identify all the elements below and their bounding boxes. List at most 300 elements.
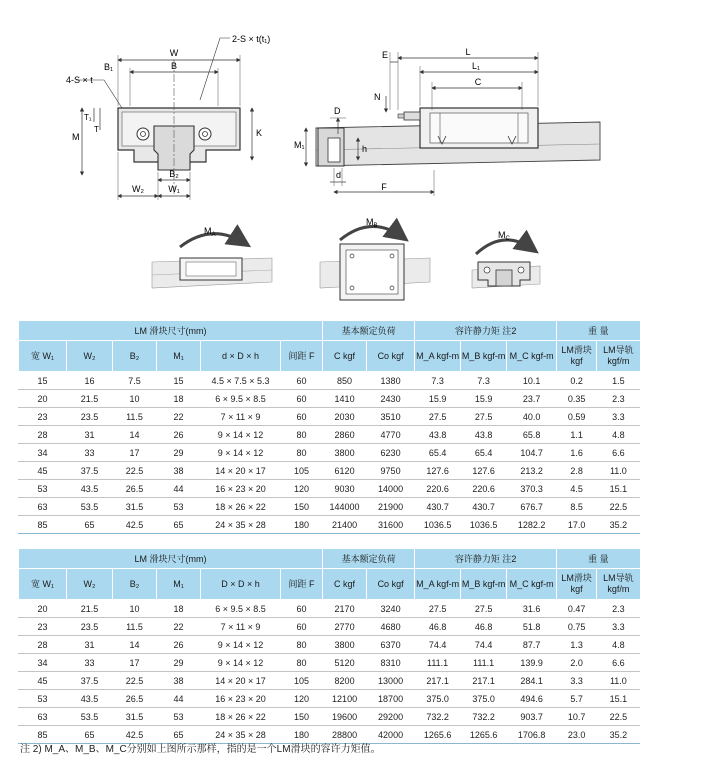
header-col: 宽 W₁ <box>19 569 67 600</box>
table-cell: 6120 <box>323 462 367 480</box>
table-cell: 34 <box>19 444 67 462</box>
table-cell: 375.0 <box>415 690 461 708</box>
table-cell: 8310 <box>367 654 415 672</box>
table-cell: 217.1 <box>415 672 461 690</box>
table-cell: 65.4 <box>415 444 461 462</box>
table-cell: 53.5 <box>67 498 113 516</box>
table-cell: 42000 <box>367 726 415 744</box>
table-cell: 2430 <box>367 390 415 408</box>
table-cell: 9030 <box>323 480 367 498</box>
label-b: B <box>170 61 178 71</box>
table-cell: 3.3 <box>597 408 640 426</box>
table-cell: 28 <box>19 426 67 444</box>
table-cell: 21900 <box>367 498 415 516</box>
table-cell: 6.6 <box>597 444 640 462</box>
header-col: M₁ <box>157 569 201 600</box>
table-cell: 375.0 <box>461 690 507 708</box>
table-cell: 2.0 <box>557 654 597 672</box>
table-cell: 15 <box>19 372 67 390</box>
table-cell: 17 <box>113 444 157 462</box>
table-cell: 732.2 <box>461 708 507 726</box>
table-cell: 53 <box>157 708 201 726</box>
label-k: K <box>256 128 263 138</box>
header-group-moment: 容许静力矩 注2 <box>415 321 557 341</box>
table-cell: 60 <box>281 618 323 636</box>
table-cell: 14 <box>113 426 157 444</box>
table-cell: 31 <box>67 636 113 654</box>
table-cell: 213.2 <box>507 462 557 480</box>
table-cell: 1265.6 <box>415 726 461 744</box>
table-cell: 15.9 <box>415 390 461 408</box>
table-row <box>19 708 640 726</box>
table-cell: 0.75 <box>557 618 597 636</box>
label-m: M <box>72 132 80 142</box>
table-row <box>19 462 640 480</box>
table-cell: 23 <box>19 618 67 636</box>
table-cell: 42.5 <box>113 516 157 534</box>
footnote: 注 2) M_A、M_B、M_C分别如上图所示那样，指的是一个LM滑块的容许力矩值。 <box>20 744 381 755</box>
table-cell: 3510 <box>367 408 415 426</box>
table-cell: 85 <box>19 726 67 744</box>
header-group-weight: 重 量 <box>557 549 640 569</box>
table-cell: 45 <box>19 672 67 690</box>
table-cell: 6.6 <box>597 654 640 672</box>
table-cell: 27.5 <box>415 408 461 426</box>
label-w1: W₁ <box>168 184 180 194</box>
header-col: C kgf <box>323 569 367 600</box>
table-cell: 18 × 26 × 22 <box>201 708 281 726</box>
table-cell: 7 × 11 × 9 <box>201 408 281 426</box>
table-cell: 6370 <box>367 636 415 654</box>
table-cell: 15 <box>157 372 201 390</box>
table-cell: 22 <box>157 618 201 636</box>
table-cell: 2.3 <box>597 390 640 408</box>
header-col: M_B kgf-m <box>461 341 507 372</box>
table-cell: 3800 <box>323 636 367 654</box>
table-cell: 732.2 <box>415 708 461 726</box>
header-col: M_C kgf-m <box>507 341 557 372</box>
table-cell: 3.3 <box>597 618 640 636</box>
table-cell: 26 <box>157 426 201 444</box>
table-cell: 23.5 <box>67 408 113 426</box>
table-cell: 1265.6 <box>461 726 507 744</box>
table-row <box>19 690 640 708</box>
table-cell: 7.3 <box>461 372 507 390</box>
table-cell: 180 <box>281 726 323 744</box>
table-cell: 46.8 <box>461 618 507 636</box>
table-cell: 31.6 <box>507 600 557 618</box>
label-c: C <box>474 77 482 87</box>
label-e: E <box>382 50 389 60</box>
table-cell: 21.5 <box>67 390 113 408</box>
header-col: Co kgf <box>367 569 415 600</box>
spec-table-2 <box>18 549 640 744</box>
table-cell: 80 <box>281 636 323 654</box>
table-cell: 63 <box>19 708 67 726</box>
table-cell: 0.35 <box>557 390 597 408</box>
table-cell: 6 × 9.5 × 8.5 <box>201 390 281 408</box>
table-cell: 37.5 <box>67 672 113 690</box>
table-row <box>19 372 640 390</box>
table-cell: 144000 <box>323 498 367 516</box>
table-cell: 21.5 <box>67 600 113 618</box>
table-cell: 4.5 <box>557 480 597 498</box>
header-col: M_A kgf-m <box>415 341 461 372</box>
table-cell: 105 <box>281 462 323 480</box>
table-cell: 494.6 <box>507 690 557 708</box>
table-cell: 53.5 <box>67 708 113 726</box>
table-cell: 430.7 <box>415 498 461 516</box>
table-cell: 42.5 <box>113 726 157 744</box>
table-cell: 9 × 14 × 12 <box>201 654 281 672</box>
table-cell: 29 <box>157 444 201 462</box>
table-cell: 65 <box>67 516 113 534</box>
table-cell: 1706.8 <box>507 726 557 744</box>
table-cell: 14 <box>113 636 157 654</box>
moment-mc-diagram <box>472 230 540 288</box>
table-cell: 15.9 <box>461 390 507 408</box>
table-cell: 8.5 <box>557 498 597 516</box>
header-col: M_B kgf-m <box>461 569 507 600</box>
table-cell: 12100 <box>323 690 367 708</box>
table-header <box>19 321 640 372</box>
table-cell: 74.4 <box>415 636 461 654</box>
table-cell: 63 <box>19 498 67 516</box>
table-cell: 16 <box>67 372 113 390</box>
header-group-load: 基本额定负荷 <box>323 321 415 341</box>
table-cell: 85 <box>19 516 67 534</box>
table-cell: 9 × 14 × 12 <box>201 636 281 654</box>
table-row <box>19 498 640 516</box>
table-cell: 4.8 <box>597 636 640 654</box>
table-cell: 11.5 <box>113 408 157 426</box>
table-cell: 23.0 <box>557 726 597 744</box>
table-row <box>19 672 640 690</box>
label-d-cap: D <box>334 106 341 116</box>
table-cell: 65.8 <box>507 426 557 444</box>
table-cell: 74.4 <box>461 636 507 654</box>
header-col: M₁ <box>157 341 201 372</box>
table-cell: 24 × 35 × 28 <box>201 516 281 534</box>
label-mb: $M_B$ <box>366 217 378 229</box>
table-cell: 5.7 <box>557 690 597 708</box>
table-cell: 53 <box>19 480 67 498</box>
table-cell: 4.5 × 7.5 × 5.3 <box>201 372 281 390</box>
table-cell: 51.8 <box>507 618 557 636</box>
table-cell: 7.5 <box>113 372 157 390</box>
table-cell: 26.5 <box>113 690 157 708</box>
table-cell: 676.7 <box>507 498 557 516</box>
header-col: LM导轨 kgf/m <box>597 569 640 600</box>
table-cell: 3800 <box>323 444 367 462</box>
table-cell: 22.5 <box>597 708 640 726</box>
table-row <box>19 426 640 444</box>
header-col: W₂ <box>67 569 113 600</box>
table-cell: 80 <box>281 654 323 672</box>
table-cell: 24 × 35 × 28 <box>201 726 281 744</box>
table-cell: 22.5 <box>113 462 157 480</box>
moment-mb-diagram <box>320 217 430 300</box>
table-cell: 3240 <box>367 600 415 618</box>
table-cell: 26.5 <box>113 480 157 498</box>
table-cell: 23 <box>19 408 67 426</box>
table-cell: 60 <box>281 600 323 618</box>
table-cell: 60 <box>281 408 323 426</box>
table-cell: 139.9 <box>507 654 557 672</box>
moment-ma-diagram <box>152 226 272 288</box>
table-cell: 19600 <box>323 708 367 726</box>
table-cell: 33 <box>67 654 113 672</box>
table-cell: 43.8 <box>415 426 461 444</box>
label-d: d <box>336 170 342 180</box>
table-cell: 40.0 <box>507 408 557 426</box>
table-cell: 43.5 <box>67 480 113 498</box>
label-b1: B₁ <box>104 62 114 72</box>
table-cell: 10 <box>113 600 157 618</box>
header-group-weight: 重 量 <box>557 321 640 341</box>
table-cell: 33 <box>67 444 113 462</box>
table-cell: 13000 <box>367 672 415 690</box>
table-cell: 10 <box>113 390 157 408</box>
table-cell: 87.7 <box>507 636 557 654</box>
table-cell: 21400 <box>323 516 367 534</box>
table-cell: 22 <box>157 408 201 426</box>
table-row <box>19 654 640 672</box>
table-row <box>19 636 640 654</box>
header-group-dims: LM 滑块尺寸(mm) <box>19 549 323 569</box>
table-cell: 37.5 <box>67 462 113 480</box>
table-cell: 284.1 <box>507 672 557 690</box>
label-w: W <box>169 48 179 58</box>
table-cell: 23.5 <box>67 618 113 636</box>
table-cell: 1036.5 <box>461 516 507 534</box>
table-cell: 65 <box>157 726 201 744</box>
table-cell: 22.5 <box>113 672 157 690</box>
table-cell: 5120 <box>323 654 367 672</box>
table-cell: 11.0 <box>597 462 640 480</box>
header-col: M_A kgf-m <box>415 569 461 600</box>
table-cell: 45 <box>19 462 67 480</box>
table-row <box>19 408 640 426</box>
table-cell: 18 <box>157 390 201 408</box>
header-col: C kgf <box>323 341 367 372</box>
header-col: Co kgf <box>367 341 415 372</box>
table-row <box>19 390 640 408</box>
table-cell: 1282.2 <box>507 516 557 534</box>
table-cell: 44 <box>157 690 201 708</box>
header-col: D × D × h <box>201 569 281 600</box>
table-header <box>19 549 640 600</box>
table-cell: 29200 <box>367 708 415 726</box>
label-4s-t: 4-S × t <box>66 75 93 85</box>
table-cell: 38 <box>157 462 201 480</box>
header-col: B₂ <box>113 569 157 600</box>
table-cell: 120 <box>281 690 323 708</box>
label-2s-t: 2-S × t(t₁) <box>232 34 271 44</box>
table-cell: 53 <box>157 498 201 516</box>
table-cell: 180 <box>281 516 323 534</box>
table-cell: 1410 <box>323 390 367 408</box>
table-cell: 53 <box>19 690 67 708</box>
label-l1: L₁ <box>471 61 481 71</box>
table-cell: 15.1 <box>597 480 640 498</box>
table-cell: 2770 <box>323 618 367 636</box>
label-ma: $M_A$ <box>204 226 216 238</box>
table-row <box>19 618 640 636</box>
label-t1: T₁ <box>84 113 92 122</box>
table-cell: 4680 <box>367 618 415 636</box>
table-cell: 111.1 <box>461 654 507 672</box>
table-cell: 1036.5 <box>415 516 461 534</box>
table-cell: 60 <box>281 390 323 408</box>
table-cell: 22.5 <box>597 498 640 516</box>
table-cell: 35.2 <box>597 726 640 744</box>
header-col: W₂ <box>67 341 113 372</box>
header-col: d × D × h <box>201 341 281 372</box>
table-cell: 105 <box>281 672 323 690</box>
table-cell: 2.3 <box>597 600 640 618</box>
table-cell: 2030 <box>323 408 367 426</box>
table-cell: 27.5 <box>461 600 507 618</box>
table-cell: 43.5 <box>67 690 113 708</box>
table-cell: 7 × 11 × 9 <box>201 618 281 636</box>
table-cell: 1.6 <box>557 444 597 462</box>
label-n: N <box>374 92 381 102</box>
label-m1: M₁ <box>294 140 305 150</box>
table-cell: 7.3 <box>415 372 461 390</box>
table-cell: 14 × 20 × 17 <box>201 672 281 690</box>
table-cell: 6 × 9.5 × 8.5 <box>201 600 281 618</box>
table-cell: 217.1 <box>461 672 507 690</box>
table-cell: 65 <box>157 516 201 534</box>
table-body <box>19 372 640 534</box>
header-col: LM滑块 kgf <box>557 341 597 372</box>
table-cell: 80 <box>281 426 323 444</box>
table-cell: 20 <box>19 600 67 618</box>
label-f: F <box>381 182 387 192</box>
table-cell: 38 <box>157 672 201 690</box>
side-view <box>294 47 600 196</box>
table-cell: 23.7 <box>507 390 557 408</box>
table-cell: 18 × 26 × 22 <box>201 498 281 516</box>
table-cell: 120 <box>281 480 323 498</box>
table-cell: 104.7 <box>507 444 557 462</box>
header-group-load: 基本额定负荷 <box>323 549 415 569</box>
table-cell: 2170 <box>323 600 367 618</box>
table-cell: 0.59 <box>557 408 597 426</box>
label-b2: B₂ <box>169 169 179 179</box>
header-col: 间距 F <box>281 341 323 372</box>
table-row <box>19 516 640 534</box>
label-mc: $M_C$ <box>498 230 510 242</box>
table-cell: 9 × 14 × 12 <box>201 426 281 444</box>
table-cell: 850 <box>323 372 367 390</box>
table-cell: 17.0 <box>557 516 597 534</box>
table-row <box>19 600 640 618</box>
table-cell: 4770 <box>367 426 415 444</box>
table-cell: 2860 <box>323 426 367 444</box>
table-cell: 29 <box>157 654 201 672</box>
table-cell: 46.8 <box>415 618 461 636</box>
table-cell: 0.47 <box>557 600 597 618</box>
table-cell: 14 × 20 × 17 <box>201 462 281 480</box>
table-cell: 1380 <box>367 372 415 390</box>
header-col: 间距 F <box>281 569 323 600</box>
table-cell: 9 × 14 × 12 <box>201 444 281 462</box>
table-cell: 26 <box>157 636 201 654</box>
table-cell: 2.8 <box>557 462 597 480</box>
front-view <box>66 34 270 200</box>
table-cell: 18700 <box>367 690 415 708</box>
table-cell: 0.2 <box>557 372 597 390</box>
header-col: B₂ <box>113 341 157 372</box>
table-cell: 15.1 <box>597 690 640 708</box>
table-row <box>19 444 640 462</box>
header-group-dims: LM 滑块尺寸(mm) <box>19 321 323 341</box>
table-cell: 31600 <box>367 516 415 534</box>
label-w2: W₂ <box>132 184 144 194</box>
table-cell: 8200 <box>323 672 367 690</box>
table-cell: 18 <box>157 600 201 618</box>
table-cell: 16 × 23 × 20 <box>201 480 281 498</box>
table-cell: 111.1 <box>415 654 461 672</box>
table-cell: 127.6 <box>415 462 461 480</box>
header-col: 宽 W₁ <box>19 341 67 372</box>
table-cell: 20 <box>19 390 67 408</box>
table-cell: 903.7 <box>507 708 557 726</box>
table-cell: 65 <box>67 726 113 744</box>
table-cell: 150 <box>281 498 323 516</box>
table-cell: 28 <box>19 636 67 654</box>
table-cell: 9750 <box>367 462 415 480</box>
table-cell: 150 <box>281 708 323 726</box>
table-cell: 34 <box>19 654 67 672</box>
table-row <box>19 480 640 498</box>
table-cell: 430.7 <box>461 498 507 516</box>
table-cell: 127.6 <box>461 462 507 480</box>
label-t: T <box>94 125 99 134</box>
table-cell: 35.2 <box>597 516 640 534</box>
table-cell: 80 <box>281 444 323 462</box>
table-cell: 43.8 <box>461 426 507 444</box>
table-cell: 370.3 <box>507 480 557 498</box>
table-cell: 220.6 <box>415 480 461 498</box>
table-cell: 3.3 <box>557 672 597 690</box>
table-cell: 17 <box>113 654 157 672</box>
table-cell: 31 <box>67 426 113 444</box>
table-cell: 31.5 <box>113 708 157 726</box>
table-cell: 1.1 <box>557 426 597 444</box>
table-cell: 11.5 <box>113 618 157 636</box>
table-cell: 10.1 <box>507 372 557 390</box>
header-group-moment: 容许静力矩 注2 <box>415 549 557 569</box>
table-cell: 27.5 <box>461 408 507 426</box>
table-cell: 11.0 <box>597 672 640 690</box>
label-l: L <box>465 47 471 57</box>
table-cell: 16 × 23 × 20 <box>201 690 281 708</box>
header-col: LM滑块 kgf <box>557 569 597 600</box>
drawing-canvas <box>0 0 709 305</box>
table-cell: 220.6 <box>461 480 507 498</box>
table-cell: 65.4 <box>461 444 507 462</box>
header-col: M_C kgf-m <box>507 569 557 600</box>
table-cell: 1.3 <box>557 636 597 654</box>
label-h: h <box>362 144 368 154</box>
table-cell: 60 <box>281 372 323 390</box>
table-cell: 1.5 <box>597 372 640 390</box>
spec-table-1 <box>18 321 640 534</box>
table-cell: 6230 <box>367 444 415 462</box>
